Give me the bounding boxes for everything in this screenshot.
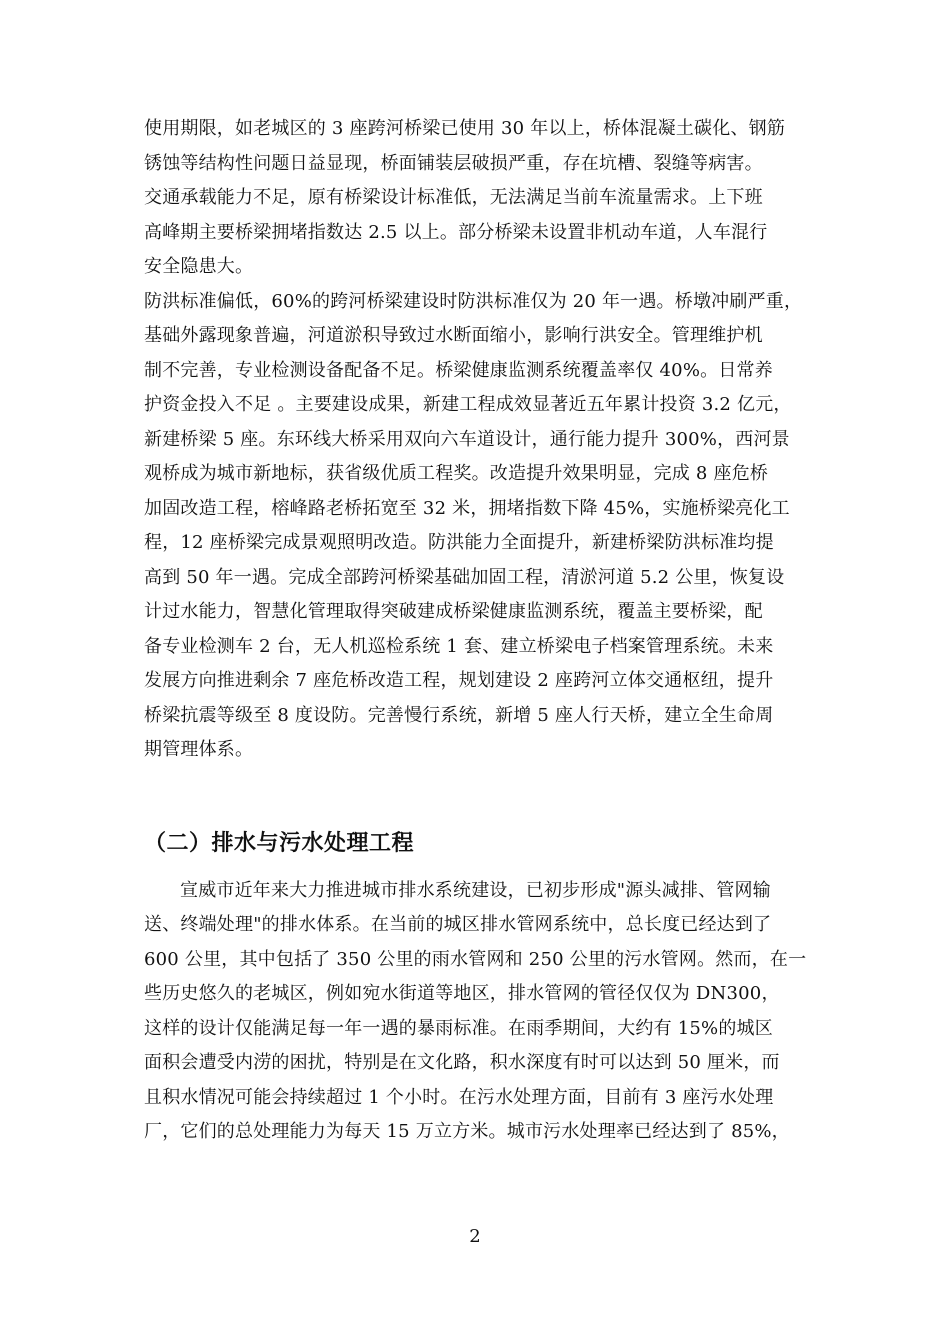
text-line: 护资金投入不足 。主要建设成果，新建工程成效显著近五年累计投资 3.2 亿元， (144, 394, 792, 415)
section-spacer (144, 768, 812, 804)
text-line: 宣威市近年来大力推进城市排水系统建设，已初步形成"源头减排、管网输 (180, 879, 771, 901)
text-line: 观桥成为城市新地标，获省级优质工程奖。改造提升效果明显，完成 8 座危桥 (144, 463, 769, 484)
text-line: 高峰期主要桥梁拥堵指数达 2.5 以上。部分桥梁未设置非机动车道，人车混行 (144, 221, 768, 243)
text-line: 发展方向推进剩余 7 座危桥改造工程，规划建设 2 座跨河立体交通枢纽，提升 (144, 670, 774, 691)
text-line: 基础外露现象普遍，河道淤积导致过水断面缩小，影响行洪安全。管理维护机 (144, 325, 763, 346)
text-line: 这样的设计仅能满足每一年一遇的暴雨标准。在雨季期间，大约有 15%的城区 (144, 1017, 773, 1039)
text-line: 防洪标准偏低，60%的跨河桥梁建设时防洪标准仅为 20 年一遇。桥墩冲刷严重， (144, 290, 803, 312)
text-line: 计过水能力，智慧化管理取得突破建成桥梁健康监测系统，覆盖主要桥梁，配 (144, 601, 763, 622)
drainage-paragraph (144, 874, 812, 1150)
page-body (144, 112, 812, 1150)
text-line: 高到 50 年一遇。完成全部跨河桥梁基础加固工程，清淤河道 5.2 公里，恢复设 (144, 566, 785, 588)
text-line: 桥梁抗震等级至 8 度设防。完善慢行系统，新增 5 座人行天桥，建立全生命周 (144, 704, 774, 726)
text-line: 且积水情况可能会持续超过 1 个小时。在污水处理方面，目前有 3 座污水处理 (144, 1086, 774, 1108)
text-line: 锈蚀等结构性问题日益显现，桥面铺装层破损严重，存在坑槽、裂缝等病害。 (144, 152, 763, 174)
text-line: 些历史悠久的老城区，例如宛水街道等地区，排水管网的管径仅仅为 DN300， (144, 983, 780, 1005)
text-line: 面积会遭受内涝的困扰，特别是在文化路，积水深度有时可以达到 50 厘米，而 (144, 1052, 780, 1074)
text-line: 备专业检测车 2 台，无人机巡检系统 1 套、建立桥梁电子档案管理系统。未来 (144, 635, 774, 657)
text-line: 加固改造工程，榕峰路老桥拓宽至 32 米，拥堵指数下降 45%，实施桥梁亮化工 (144, 497, 790, 519)
text-line: 期管理体系。 (144, 739, 254, 760)
text-line: 程，12 座桥梁完成景观照明改造。防洪能力全面提升，新建桥梁防洪标准均提 (144, 532, 774, 553)
text-line: 厂，它们的总处理能力为每天 15 万立方米。城市污水处理率已经达到了 85%， (144, 1121, 790, 1143)
text-line: 600 公里，其中包括了 350 公里的雨水管网和 250 公里的污水管网。然而，在一 (144, 948, 807, 970)
text-line: 送、终端处理"的排水体系。在当前的城区排水管网系统中，总长度已经达到了 (144, 914, 772, 936)
bridge-paragraph (144, 112, 812, 768)
text-line: 交通承载能力不足，原有桥梁设计标准低，无法满足当前车流量需求。上下班 (144, 187, 763, 208)
text-line: 使用期限，如老城区的 3 座跨河桥梁已使用 30 年以上，桥体混凝土碳化、钢筋 (144, 118, 786, 139)
page-number: 2 (469, 1226, 481, 1247)
text-line: 新建桥梁 5 座。东环线大桥采用双向六车道设计，通行能力提升 300%，西河景 (144, 428, 790, 450)
text-line: 安全隐患大。 (144, 256, 254, 277)
section-heading: （二）排水与污水处理工程 (144, 830, 415, 856)
text-line: 制不完善，专业检测设备配备不足。桥梁健康监测系统覆盖率仅 40%。日常养 (144, 359, 773, 381)
